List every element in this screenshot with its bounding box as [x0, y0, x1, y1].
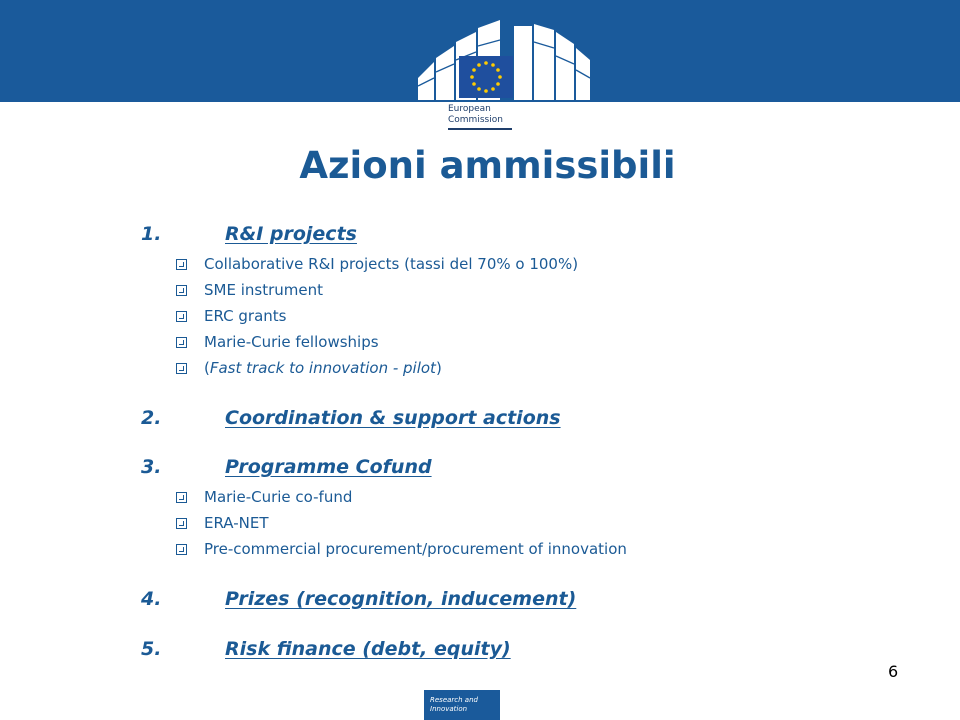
- section-link[interactable]: R&I projects: [225, 223, 357, 245]
- checkbox-square-icon: [176, 311, 187, 322]
- section-link[interactable]: Coordination & support actions: [225, 407, 561, 429]
- checkbox-square-icon: [176, 337, 187, 348]
- checkbox-square-icon: [176, 492, 187, 503]
- list-item: [176, 358, 442, 378]
- list-item: [176, 539, 627, 559]
- section-number: 2.: [141, 407, 162, 429]
- logo-line-2: Commission: [448, 115, 503, 125]
- list-item-text: Marie-Curie co-fund: [204, 488, 353, 506]
- checkbox-square-icon: [176, 518, 187, 529]
- list-item-text: ERA-NET: [204, 514, 269, 532]
- section-number: 4.: [141, 588, 162, 610]
- checkbox-square-icon: [176, 285, 187, 296]
- section-link[interactable]: Risk finance (debt, equity): [225, 638, 511, 660]
- section-heading-1[interactable]: [141, 222, 357, 246]
- checkbox-square-icon: [176, 544, 187, 555]
- checkbox-square-icon: [176, 259, 187, 270]
- pilot-open-paren: (: [204, 359, 210, 377]
- list-item-text: SME instrument: [204, 281, 323, 299]
- section-link[interactable]: Prizes (recognition, inducement): [225, 588, 577, 610]
- logo-line-1: European: [448, 104, 491, 114]
- page-number: 6: [888, 662, 899, 681]
- section-link[interactable]: Programme Cofund: [225, 456, 432, 478]
- checkbox-square-icon: [176, 363, 187, 374]
- section-number: 3.: [141, 456, 162, 478]
- list-item: [176, 280, 323, 300]
- list-item: [176, 306, 286, 326]
- footer-tag: [424, 690, 500, 720]
- pilot-close-paren: ): [435, 359, 442, 377]
- section-number: 5.: [141, 638, 162, 660]
- list-item-text: Collaborative R&I projects (tassi del 70% o 100%): [204, 255, 579, 273]
- list-item-text: Pre-commercial procurement/procurement of innovation: [204, 540, 627, 558]
- list-item-text: Marie-Curie fellowships: [204, 333, 379, 351]
- list-item-text: ERC grants: [204, 307, 287, 325]
- list-item: [176, 487, 352, 507]
- footer-line-2: Innovation: [430, 705, 468, 713]
- slide-title: Azioni ammissibili: [299, 144, 676, 187]
- section-heading-3[interactable]: [141, 455, 432, 479]
- pilot-text: Fast track to innovation - pilot: [209, 359, 436, 377]
- list-item: [176, 254, 578, 274]
- section-heading-2[interactable]: [141, 406, 561, 430]
- section-number: 1.: [141, 223, 162, 245]
- section-heading-4[interactable]: [141, 587, 576, 611]
- section-heading-5[interactable]: [141, 637, 511, 661]
- list-item: [176, 332, 379, 352]
- footer-line-1: Research and: [430, 696, 478, 704]
- list-item: [176, 513, 269, 533]
